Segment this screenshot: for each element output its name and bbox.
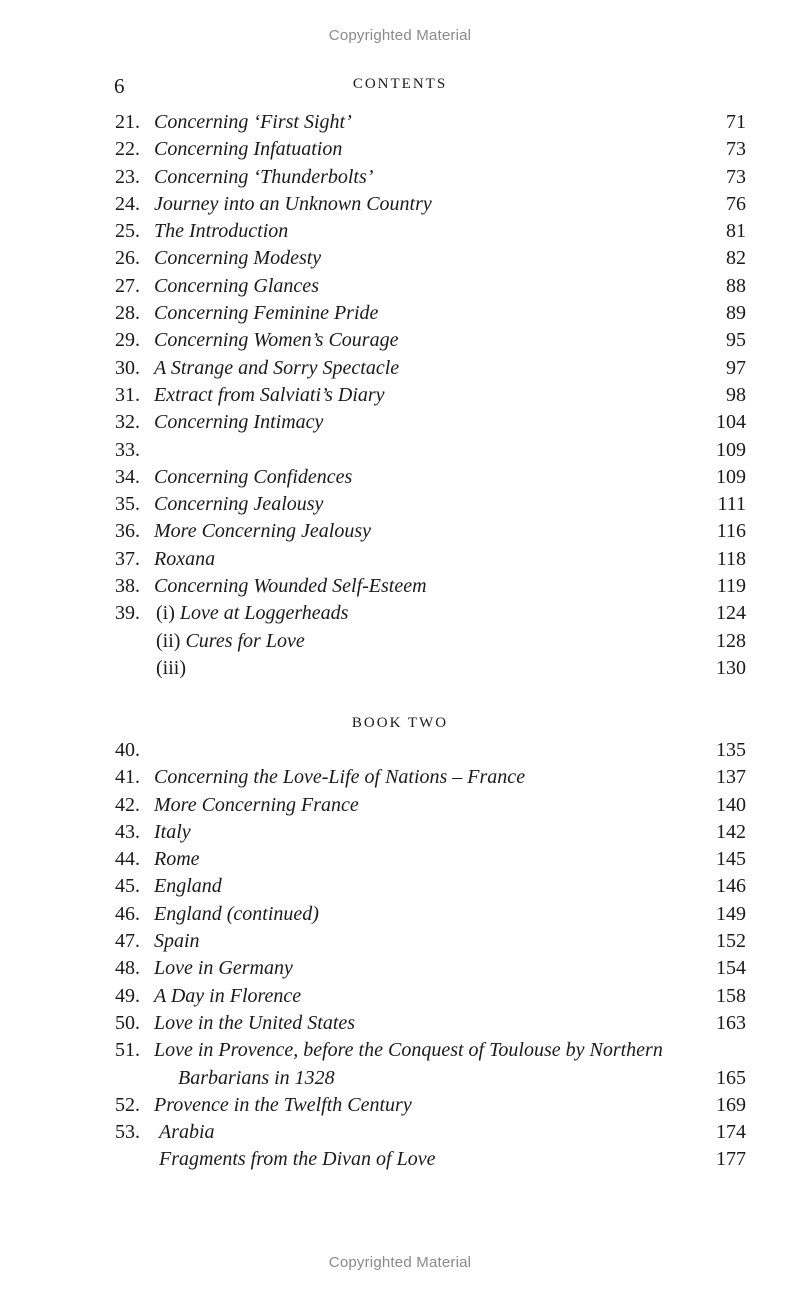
toc-entry: [0, 983, 800, 1010]
entry-title: Love in Provence, before the Conquest of Toulouse by Northern: [154, 1039, 663, 1062]
entry-number: 48.: [115, 957, 140, 980]
entry-page: 82: [726, 247, 746, 270]
toc-entry: [0, 218, 800, 245]
entry-title: Concerning ‘First Sight’: [154, 111, 352, 133]
entry-page: 137: [716, 766, 746, 789]
entry-number: 41.: [115, 766, 140, 789]
toc-entry: [0, 1010, 800, 1037]
entry-title: Italy: [154, 820, 191, 843]
entry-title: Concerning Wounded Self-Esteem: [154, 575, 427, 598]
toc-entry: [0, 873, 800, 900]
entry-title: A Day in Florence: [154, 984, 302, 1007]
entry-page: 130: [716, 656, 746, 679]
entry-page: 163: [716, 1011, 746, 1034]
entry-title: Extract from Salviati’s Diary: [154, 383, 385, 406]
entry-page: 140: [716, 793, 746, 816]
toc-entry: [0, 792, 800, 819]
entry-number: 37.: [115, 547, 140, 570]
toc-entry: [0, 355, 800, 382]
entry-page: 149: [716, 902, 746, 925]
entry-page: 109: [716, 438, 746, 461]
entry-page: 165: [716, 1066, 746, 1089]
entry-number: 42.: [115, 793, 140, 816]
toc-entry: [0, 928, 800, 955]
entry-number: 46.: [115, 902, 140, 925]
page-number: 6: [114, 74, 125, 98]
toc-entry: [0, 109, 800, 136]
entry-title: Concerning Jealousy: [154, 493, 324, 516]
entry-number: 44.: [115, 848, 140, 871]
entry-number: 49.: [115, 984, 140, 1007]
entry-number: 30.: [115, 356, 140, 379]
entry-number: 51.: [115, 1039, 140, 1062]
entry-page: 109: [716, 465, 746, 488]
entry-page: 95: [726, 329, 746, 352]
entry-title: Concerning Women’s Courage: [154, 329, 399, 352]
toc-entry: [0, 1092, 800, 1119]
entry-number: 45.: [115, 875, 140, 898]
watermark-top: Copyrighted Material: [328, 27, 472, 44]
entry-number: 21.: [115, 111, 140, 133]
part-label: (i): [156, 602, 175, 625]
toc-entry: [0, 600, 800, 627]
entry-title: Concerning Feminine Pride: [154, 302, 379, 325]
toc-book-one: [0, 109, 800, 682]
entry-title: More Concerning France: [154, 793, 359, 816]
entry-number: 38.: [115, 575, 140, 598]
entry-number: 24.: [115, 192, 140, 215]
entry-number: 47.: [115, 930, 140, 953]
toc-entry: [0, 327, 800, 354]
entry-page: 146: [716, 875, 746, 898]
toc-entry: [0, 846, 800, 873]
entry-title: Spain: [154, 930, 200, 953]
entry-title: Concerning the Love-Life of Nations – France: [154, 766, 526, 789]
entry-number: 39.: [115, 602, 140, 625]
toc-entry: [0, 518, 800, 545]
entry-page: 98: [726, 383, 746, 406]
entry-page: 73: [726, 165, 746, 188]
entry-number: 29.: [115, 329, 140, 352]
entry-title: Fragments from the Divan of Love: [159, 1148, 436, 1171]
entry-number: 43.: [115, 820, 140, 843]
toc-entry: [0, 1146, 800, 1173]
part-title: Love at Loggerheads: [179, 602, 349, 625]
entry-page: 118: [716, 547, 746, 570]
entry-page: 71: [726, 111, 746, 133]
entry-title: Roxana: [154, 547, 216, 570]
entry-title: Arabia: [159, 1121, 215, 1144]
entry-title: The Introduction: [154, 220, 289, 243]
entry-title: A Strange and Sorry Spectacle: [154, 356, 400, 379]
entry-title: Concerning ‘Thunderbolts’: [154, 165, 374, 188]
entry-page: 89: [726, 302, 746, 325]
entry-page: 81: [726, 220, 746, 243]
toc-entry: [0, 464, 800, 491]
entry-title: Love in Germany: [154, 957, 293, 980]
entry-title: England: [154, 875, 222, 898]
entry-number: 26.: [115, 247, 140, 270]
toc-entry: [0, 300, 800, 327]
entry-title: Concerning Infatuation: [154, 138, 343, 161]
entry-title-continuation: Barbarians in 1328: [178, 1066, 335, 1089]
entry-title: More Concerning Jealousy: [154, 520, 371, 543]
entry-page: 128: [716, 629, 746, 652]
entry-page: 104: [716, 411, 746, 434]
toc-entry: [0, 164, 800, 191]
toc-entry: [0, 901, 800, 928]
entry-page: 145: [716, 848, 746, 871]
part-label: (ii): [156, 629, 181, 652]
entry-number: 40.: [115, 739, 140, 761]
toc-entry: [0, 819, 800, 846]
entry-page: 111: [717, 493, 746, 516]
entry-number: 23.: [115, 165, 140, 188]
entry-page: 152: [716, 930, 746, 953]
entry-page: 177: [716, 1148, 746, 1171]
toc-entry: [0, 955, 800, 982]
toc-entry: [0, 1037, 800, 1064]
entry-page: 116: [716, 520, 746, 543]
running-head: [0, 74, 800, 98]
entry-number: 50.: [115, 1011, 140, 1034]
toc-entry: [0, 409, 800, 436]
toc-book-two: [0, 737, 800, 1174]
toc-entry: [0, 245, 800, 272]
toc-entry: [0, 1119, 800, 1146]
entry-number: 25.: [115, 220, 140, 243]
entry-page: 135: [716, 739, 746, 761]
entry-page: 119: [716, 575, 746, 598]
toc-entry: [0, 628, 800, 655]
toc-entry: [0, 437, 800, 464]
toc-entry: [0, 573, 800, 600]
section-title-book-two: BOOK TWO: [351, 715, 449, 731]
entry-title: Rome: [154, 848, 200, 871]
entry-title: Concerning Modesty: [154, 247, 322, 270]
entry-title: Concerning Glances: [154, 274, 319, 297]
entry-title: [156, 628, 305, 655]
entry-title: England (continued): [154, 902, 319, 925]
entry-title: [156, 655, 186, 682]
entry-title: Journey into an Unknown Country: [154, 192, 432, 215]
entry-number: 32.: [115, 411, 140, 434]
toc-entry: [0, 491, 800, 518]
entry-number: 31.: [115, 383, 140, 406]
toc-entry: [0, 273, 800, 300]
entry-page: 97: [726, 356, 746, 379]
toc-entry: [0, 655, 800, 682]
entry-number: 36.: [115, 520, 140, 543]
entry-title: [156, 600, 348, 627]
toc-entry: [0, 764, 800, 791]
entry-page: 73: [726, 138, 746, 161]
entry-number: 22.: [115, 138, 140, 161]
toc-entry: [0, 136, 800, 163]
entry-page: 174: [716, 1121, 746, 1144]
entry-page: 76: [726, 192, 746, 215]
entry-number: 34.: [115, 465, 140, 488]
entry-page: 142: [716, 820, 746, 843]
entry-number: 53.: [115, 1121, 140, 1144]
entry-number: 33.: [115, 438, 140, 461]
entry-page: 158: [716, 984, 746, 1007]
toc-entry: [0, 191, 800, 218]
part-title: Cures for Love: [185, 629, 305, 652]
entry-page: 154: [716, 957, 746, 980]
entry-title: Concerning Intimacy: [154, 411, 324, 434]
entry-page: 169: [716, 1093, 746, 1116]
page-title: CONTENTS: [352, 76, 448, 92]
entry-number: 52.: [115, 1093, 140, 1116]
toc-entry-continuation: [0, 1065, 800, 1092]
entry-title: Concerning Confidences: [154, 465, 353, 488]
watermark-bottom: Copyrighted Material: [328, 1254, 472, 1271]
toc-entry: [0, 546, 800, 573]
entry-number: 28.: [115, 302, 140, 325]
entry-title: Provence in the Twelfth Century: [154, 1093, 412, 1116]
entry-page: 124: [716, 602, 746, 625]
toc-entry: [0, 737, 800, 764]
entry-number: 27.: [115, 274, 140, 297]
entry-title: Love in the United States: [154, 1011, 356, 1034]
toc-entry: [0, 382, 800, 409]
entry-page: 88: [726, 274, 746, 297]
entry-number: 35.: [115, 493, 140, 516]
part-label: (iii): [156, 656, 186, 679]
